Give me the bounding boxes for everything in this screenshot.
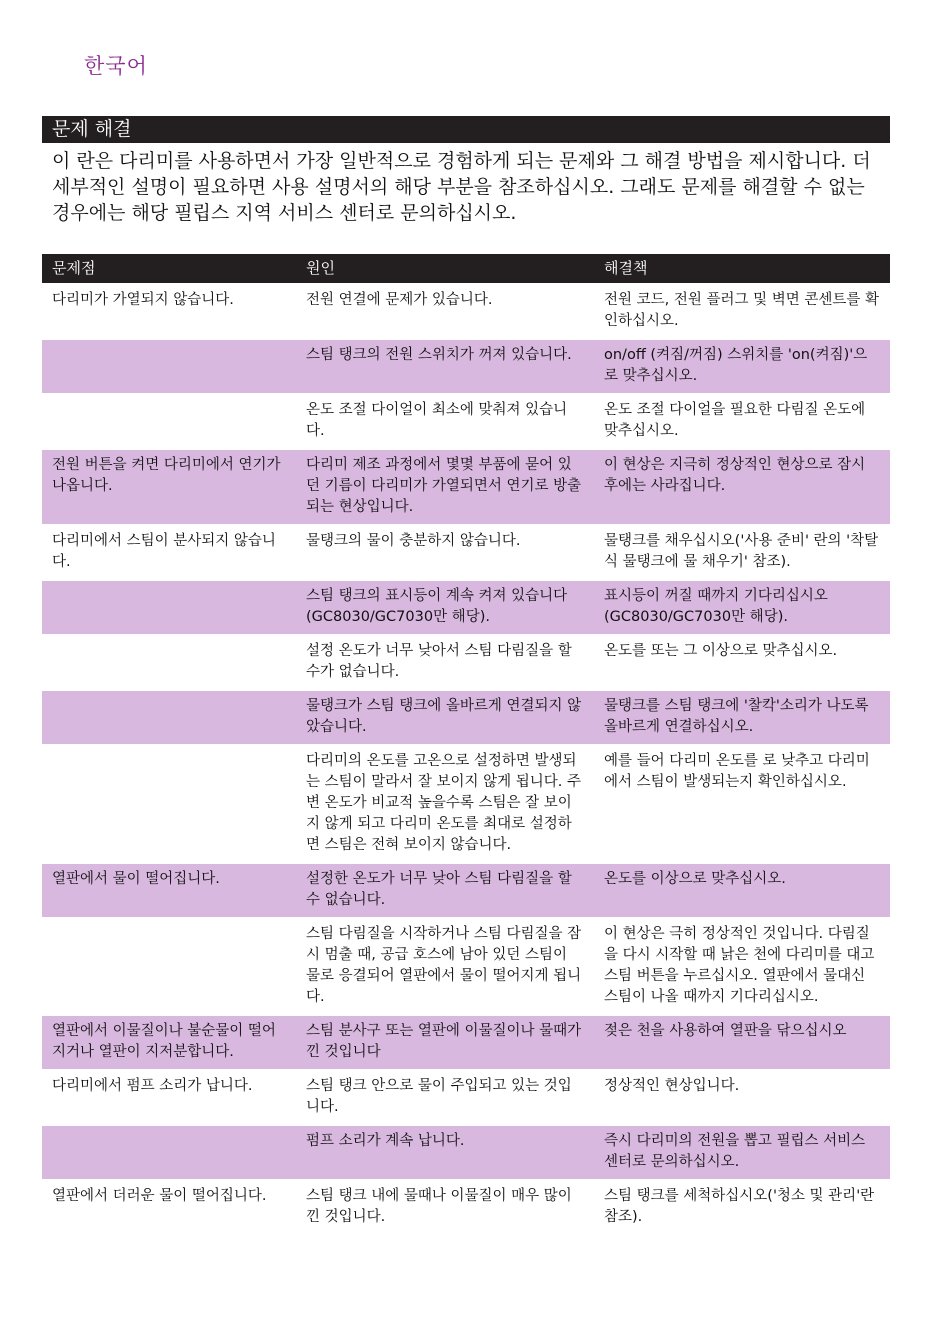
- troubleshooting-table: [42, 254, 890, 1234]
- cause-cell: 전원 연결에 문제가 있습니다.: [296, 284, 594, 339]
- problem-cell: 열판에서 물이 떨어집니다.: [42, 863, 296, 918]
- table-header-row: [42, 254, 890, 284]
- table-row: [42, 525, 890, 580]
- solution-cell: 표시등이 꺼질 때까지 기다리십시오 (GC8030/GC7030만 해당).: [594, 580, 890, 635]
- table-row: [42, 284, 890, 339]
- solution-cell: on/off (켜짐/꺼짐) 스위치를 'on(켜짐)'으로 맞추십시오.: [594, 339, 890, 394]
- solution-cell: 전원 코드, 전원 플러그 및 벽면 콘센트를 확인하십시오.: [594, 284, 890, 339]
- cause-cell: 펌프 소리가 계속 납니다.: [296, 1125, 594, 1180]
- header-problem: 문제점: [42, 254, 296, 284]
- cause-cell: 설정한 온도가 너무 낮아 스팀 다림질을 할 수 없습니다.: [296, 863, 594, 918]
- problem-cell: 다리미에서 스팀이 분사되지 않습니다.: [42, 525, 296, 580]
- solution-cell: 정상적인 현상입니다.: [594, 1070, 890, 1125]
- problem-cell: 다리미가 가열되지 않습니다.: [42, 284, 296, 339]
- cause-cell: 스팀 다림질을 시작하거나 스팀 다림질을 잠시 멈출 때, 공급 호스에 남아 있던 스팀이 물로 응결되어 열판에서 물이 떨어지게 됩니다.: [296, 918, 594, 1015]
- problem-cell: [42, 339, 296, 394]
- table-row: [42, 1125, 890, 1180]
- problem-cell: 열판에서 더러운 물이 떨어집니다.: [42, 1180, 296, 1234]
- problem-cell: [42, 580, 296, 635]
- problem-cell: 다리미에서 펌프 소리가 납니다.: [42, 1070, 296, 1125]
- cause-cell: 스팀 탱크 안으로 물이 주입되고 있는 것입니다.: [296, 1070, 594, 1125]
- solution-cell: 이 현상은 지극히 정상적인 현상으로 잠시 후에는 사라집니다.: [594, 449, 890, 525]
- cause-cell: 스팀 분사구 또는 열판에 이물질이나 물때가 낀 것입니다: [296, 1015, 594, 1070]
- solution-cell: 스팀 탱크를 세척하십시오('청소 및 관리'란 참조).: [594, 1180, 890, 1234]
- table-row: [42, 918, 890, 1015]
- table-row: [42, 690, 890, 745]
- solution-cell: 물탱크를 스팀 탱크에 '찰칵'소리가 나도록 올바르게 연결하십시오.: [594, 690, 890, 745]
- problem-cell: [42, 635, 296, 690]
- cause-cell: 스팀 탱크의 전원 스위치가 꺼져 있습니다.: [296, 339, 594, 394]
- solution-cell: 즉시 다리미의 전원을 뽑고 필립스 서비스 센터로 문의하십시오.: [594, 1125, 890, 1180]
- problem-cell: [42, 394, 296, 449]
- problem-cell: 열판에서 이물질이나 불순물이 떨어지거나 열판이 지저분합니다.: [42, 1015, 296, 1070]
- cause-cell: 설정 온도가 너무 낮아서 스팀 다림질을 할 수가 없습니다.: [296, 635, 594, 690]
- table-row: [42, 1015, 890, 1070]
- table-row: [42, 339, 890, 394]
- solution-cell: 온도를 이상으로 맞추십시오.: [594, 863, 890, 918]
- problem-cell: 전원 버튼을 켜면 다리미에서 연기가 나옵니다.: [42, 449, 296, 525]
- problem-cell: [42, 1125, 296, 1180]
- table-row: [42, 745, 890, 863]
- language-label: 한국어: [84, 54, 148, 78]
- cause-cell: 물탱크의 물이 충분하지 않습니다.: [296, 525, 594, 580]
- solution-cell: 물탱크를 채우십시오('사용 준비' 란의 '착탈식 물탱크에 물 채우기' 참조).: [594, 525, 890, 580]
- solution-cell: 예를 들어 다리미 온도를 로 낮추고 다리미에서 스팀이 발생되는지 확인하십시오.: [594, 745, 890, 863]
- solution-cell: 온도 조절 다이얼을 필요한 다림질 온도에 맞추십시오.: [594, 394, 890, 449]
- problem-cell: [42, 745, 296, 863]
- table-row: [42, 449, 890, 525]
- table-row: [42, 394, 890, 449]
- problem-cell: [42, 690, 296, 745]
- cause-cell: 스팀 탱크 내에 물때나 이물질이 매우 많이 낀 것입니다.: [296, 1180, 594, 1234]
- table-row: [42, 580, 890, 635]
- header-solution: 해결책: [594, 254, 890, 284]
- intro-paragraph: 이 란은 다리미를 사용하면서 가장 일반적으로 경험하게 되는 문제와 그 해결 방법을 제시합니다. 더 세부적인 설명이 필요하면 사용 설명서의 해당 부분을 참조하십시오. 그래도 문제를 해결할 수 없는 경우에는 해당 필립스 지역 서비스 센터로 문의하십시오.: [52, 150, 871, 224]
- cause-cell: 온도 조절 다이얼이 최소에 맞춰져 있습니다.: [296, 394, 594, 449]
- section-title: 문제 해결: [42, 116, 890, 143]
- solution-cell: 이 현상은 극히 정상적인 것입니다. 다림질을 다시 시작할 때 낡은 천에 다리미를 대고 스팀 버튼을 누르십시오. 열판에서 물대신 스팀이 나올 때까지 기다리십시오.: [594, 918, 890, 1015]
- table-row: [42, 635, 890, 690]
- table-row: [42, 863, 890, 918]
- cause-cell: 스팀 탱크의 표시등이 계속 켜져 있습니다(GC8030/GC7030만 해당).: [296, 580, 594, 635]
- problem-cell: [42, 918, 296, 1015]
- header-cause: 원인: [296, 254, 594, 284]
- solution-cell: 젖은 천을 사용하여 열판을 닦으십시오: [594, 1015, 890, 1070]
- cause-cell: 물탱크가 스팀 탱크에 올바르게 연결되지 않았습니다.: [296, 690, 594, 745]
- cause-cell: 다리미 제조 과정에서 몇몇 부품에 묻어 있던 기름이 다리미가 가열되면서 연기로 방출되는 현상입니다.: [296, 449, 594, 525]
- cause-cell: 다리미의 온도를 고온으로 설정하면 발생되는 스팀이 말라서 잘 보이지 않게 됩니다. 주변 온도가 비교적 높을수록 스팀은 잘 보이지 않게 되고 다리미 온도를 최대로 설정하면 스팀은 전혀 보이지 않습니다.: [296, 745, 594, 863]
- solution-cell: 온도를 또는 그 이상으로 맞추십시오.: [594, 635, 890, 690]
- table-row: [42, 1180, 890, 1234]
- table-row: [42, 1070, 890, 1125]
